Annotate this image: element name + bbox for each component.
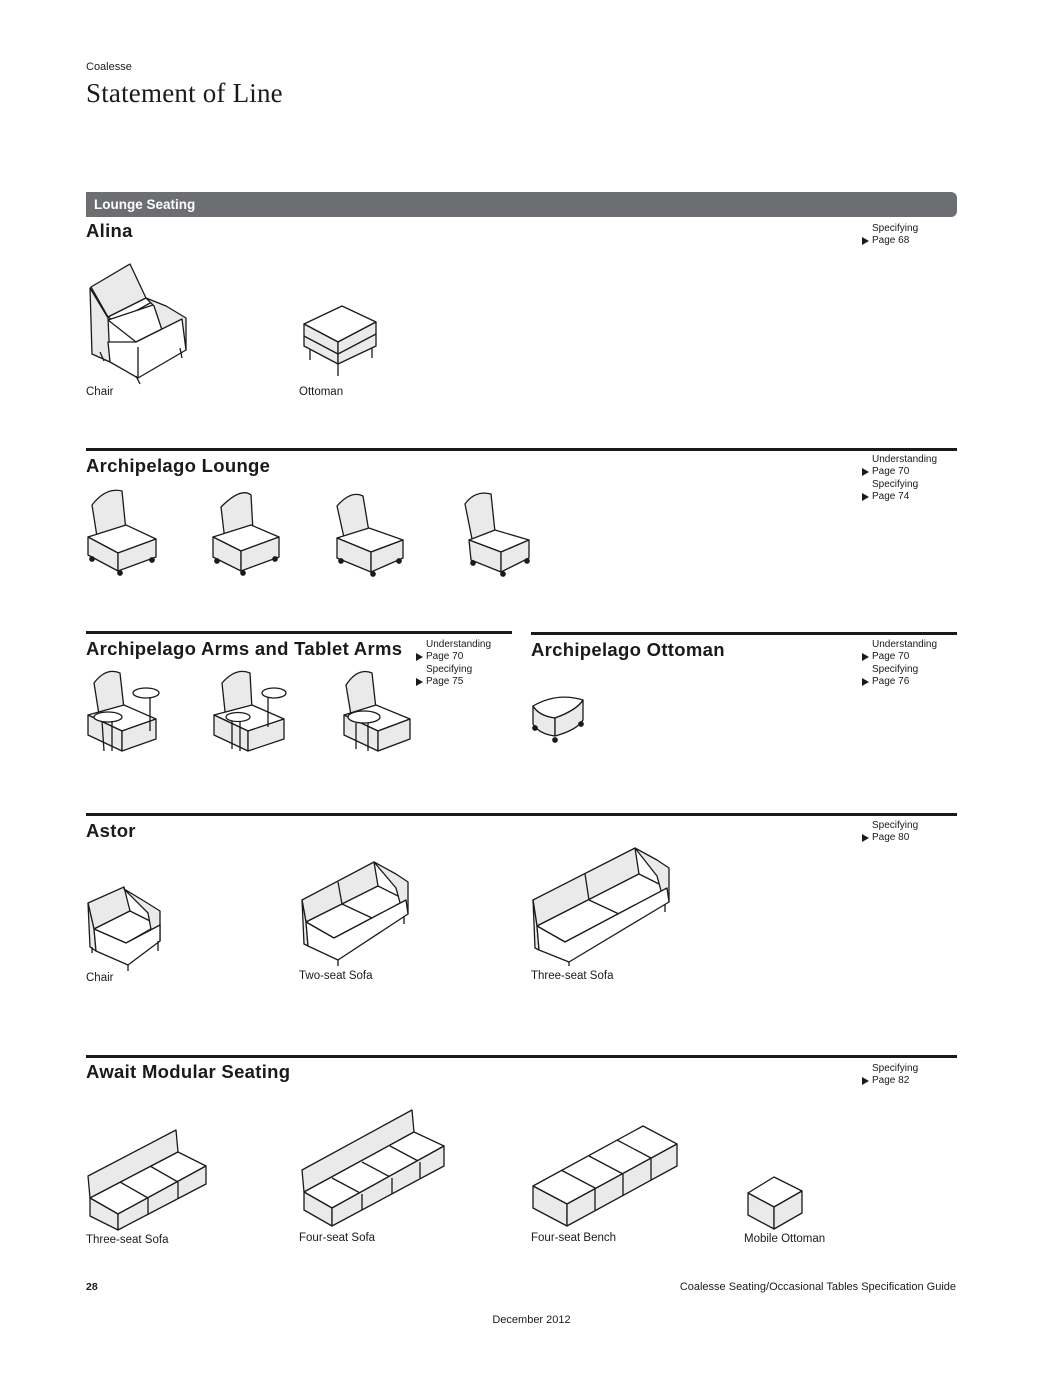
ref-label: Understanding [872, 639, 938, 650]
section-title-await: Await Modular Seating [86, 1061, 291, 1082]
section-title-archipelago-lounge: Archipelago Lounge [86, 455, 271, 476]
ottoman-icon [531, 688, 589, 748]
modular-sofa-icon [300, 1108, 450, 1230]
ref-label: Specifying [872, 663, 919, 675]
ref-label: Understanding [426, 639, 492, 650]
item-label: Two-seat Sofa [299, 970, 373, 982]
bench-icon [531, 1124, 681, 1230]
item-label: Ottoman [299, 386, 344, 398]
item-label: Four-seat Sofa [299, 1232, 376, 1244]
item-label: Four-seat Bench [531, 1232, 617, 1244]
refs-archipelago-ottoman [862, 639, 937, 688]
ref-page-link[interactable]: Page 70 [862, 466, 937, 478]
section-title-archipelago-ottoman: Archipelago Ottoman [531, 639, 725, 660]
item-label: Chair [86, 972, 114, 984]
refs-archipelago-arms [416, 639, 491, 688]
ref-page-link[interactable]: Page 76 [862, 676, 937, 688]
ref-page-link[interactable]: Page 70 [416, 651, 491, 663]
armchair-icon [86, 262, 191, 387]
sofa-icon [531, 846, 673, 966]
armchair-icon [86, 885, 162, 971]
item-label: Three-seat Sofa [531, 970, 614, 982]
section-rule [86, 1055, 957, 1058]
section-rule [86, 813, 957, 816]
section-rule [86, 448, 957, 451]
lounge-chair-icon [86, 487, 161, 577]
refs-await [862, 1063, 918, 1088]
refs-archipelago-lounge [862, 454, 937, 503]
section-title-astor: Astor [86, 820, 136, 841]
lounge-chair-icon [461, 490, 536, 580]
item-label: Three-seat Sofa [86, 1234, 169, 1246]
refs-astor [862, 820, 918, 845]
cube-ottoman-icon [746, 1175, 804, 1231]
ref-label: Specifying [872, 223, 919, 234]
page-title: Statement of Line [86, 78, 283, 108]
ref-page-link[interactable]: Page 74 [862, 491, 937, 503]
section-title-alina: Alina [86, 220, 133, 241]
tablet-arm-chair-icon [212, 667, 292, 757]
modular-sofa-icon [86, 1128, 210, 1234]
refs-alina [862, 223, 918, 248]
ref-page-link[interactable]: Page 70 [862, 651, 937, 663]
section-rule [86, 631, 512, 634]
ref-page-link[interactable]: Page 75 [416, 676, 491, 688]
item-label: Mobile Ottoman [744, 1233, 826, 1245]
section-title-archipelago-arms: Archipelago Arms and Tablet Arms [86, 638, 403, 659]
category-bar [86, 192, 957, 217]
guide-title: Coalesse Seating/Occasional Tables Specification Guide [679, 1281, 956, 1293]
section-rule [531, 632, 957, 635]
item-label: Chair [86, 386, 114, 398]
ref-page-link[interactable]: Page 82 [862, 1075, 918, 1087]
ref-label: Specifying [872, 820, 919, 831]
ottoman-icon [302, 302, 380, 380]
category-label: Lounge Seating [94, 197, 196, 212]
lounge-chair-icon [211, 487, 286, 577]
sofa-icon [300, 860, 412, 966]
tablet-arm-chair-icon [86, 667, 166, 757]
tablet-arm-chair-icon [338, 667, 418, 757]
ref-label: Understanding [872, 454, 938, 465]
publication-date: December 2012 [492, 1314, 571, 1326]
page-number: 28 [86, 1281, 98, 1293]
lounge-chair-icon [333, 490, 408, 580]
ref-page-link[interactable]: Page 80 [862, 832, 918, 844]
ref-label: Specifying [872, 478, 919, 490]
ref-page-link[interactable]: Page 68 [862, 235, 918, 247]
ref-label: Specifying [426, 663, 473, 675]
ref-label: Specifying [872, 1063, 919, 1074]
brand-name: Coalesse [86, 61, 132, 73]
